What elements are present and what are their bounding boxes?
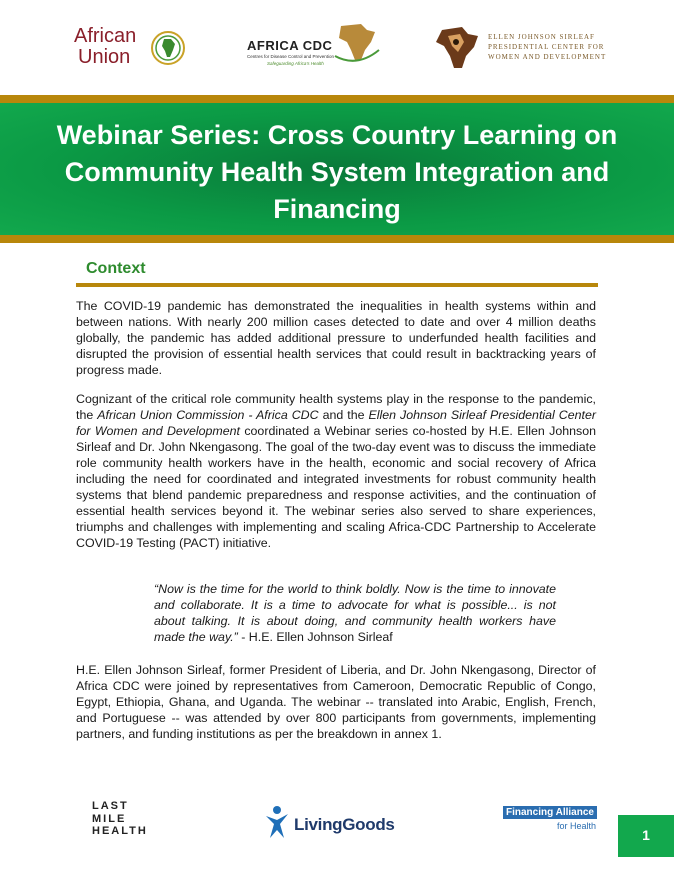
title-banner	[0, 95, 674, 243]
african-union-logo	[74, 24, 194, 74]
africa-cdc-tagline: Safeguarding Africa's Health	[267, 61, 324, 66]
africa-cdc-title: AFRICA CDC	[247, 38, 333, 53]
paragraph-1: The COVID-19 pandemic has demonstrated the inequalities in health systems within and between nations. With nearly 200 million cases detected to date and over 4 million deaths globally, the pandemic has added additional pressure to underfunded health facilities and disrupted the provision of essential health services that could result in backtracking years of progress made.	[76, 299, 596, 377]
africa-cdc-subtitle: Centres for Disease Control and Prevention	[247, 54, 335, 59]
ejs-line1: ELLEN JOHNSON SIRLEAF	[488, 33, 595, 41]
ejs-center-wordmark	[488, 32, 606, 62]
page-title: Webinar Series: Cross Country Learning on Community Health System Integration and Financing	[56, 120, 618, 224]
p2-italic-ejs: Ellen Johnson Sirleaf Presidential Center for Women and Development	[76, 408, 596, 438]
p2-text-c: and the	[318, 408, 369, 422]
fa-title: Financing Alliance	[503, 806, 597, 819]
p2-italic-au: African Union Commission - Africa CDC	[97, 408, 319, 422]
living-goods-wordmark: LivingGoods	[294, 815, 395, 834]
african-union-wordmark	[74, 26, 136, 68]
quote-block	[154, 581, 556, 645]
lmh-line2: MILE	[92, 812, 127, 825]
section-heading: Context	[86, 260, 146, 277]
p2-text-e: coordinated a Webinar series co-hosted by H.E. Ellen Johnson Sirleaf and Dr. John Nkengasong. The goal of the two-day event was to discuss the immediate role community health workers have in the health, economic and social recovery of Africa including the need for coordinated and integrated investments for robust community health systems that blend pandemic preparedness and response activities, and the continuation of essential health services beyond it. The webinar series also served to share experiences, triumphs and challenges with implementing and scaling Africa-CDC Partnership to Accelerate COVID-19 Testing (PACT) initiative.	[76, 424, 596, 550]
page-number-badge	[618, 815, 674, 857]
africa-emblem-icon	[432, 22, 482, 72]
au-emblem-icon	[150, 30, 186, 66]
ejs-line3: WOMEN AND DEVELOPMENT	[488, 53, 607, 61]
ejs-center-logo	[432, 22, 607, 72]
quote-attribution: - H.E. Ellen Johnson Sirleaf	[237, 630, 393, 644]
financing-alliance-logo	[503, 806, 603, 834]
au-line1: African	[74, 25, 137, 47]
au-line2: Union	[78, 46, 131, 68]
person-icon	[262, 804, 292, 840]
ejs-line2: PRESIDENTIAL CENTER FOR	[488, 43, 605, 51]
p2-text-a: Cognizant of the critical role community health systems play in the response to the pandemic, the	[76, 392, 596, 422]
africa-map-icon	[333, 20, 381, 64]
lmh-line1: LAST	[92, 800, 129, 812]
africa-cdc-logo	[245, 20, 385, 78]
section-divider	[76, 283, 598, 287]
lmh-line3: HEALTH	[92, 825, 148, 837]
living-goods-logo	[262, 804, 395, 840]
quote-text: “Now is the time for the world to think boldly. Now is the time to innovate and collaborate. It is a time to advocate for what is possible... is not about talking. It is about doing, and community health workers have made the way.”	[154, 582, 556, 644]
page-number: 1	[642, 827, 650, 843]
last-mile-health-logo	[92, 800, 152, 844]
fa-subtitle: for Health	[557, 821, 597, 831]
paragraph-2	[76, 391, 596, 551]
paragraph-3: H.E. Ellen Johnson Sirleaf, former President of Liberia, and Dr. John Nkengasong, Director of Africa CDC were joined by representatives from Cameroon, Democratic Republic of Congo, Egypt, Ethiopia, Ghana, and Uganda. The webinar -- translated into Arabic, English, French, and Portuguese -- was attended by over 800 participants from governments, implementing partners, and funding institutions as per the breakdown in annex 1.	[76, 663, 596, 741]
